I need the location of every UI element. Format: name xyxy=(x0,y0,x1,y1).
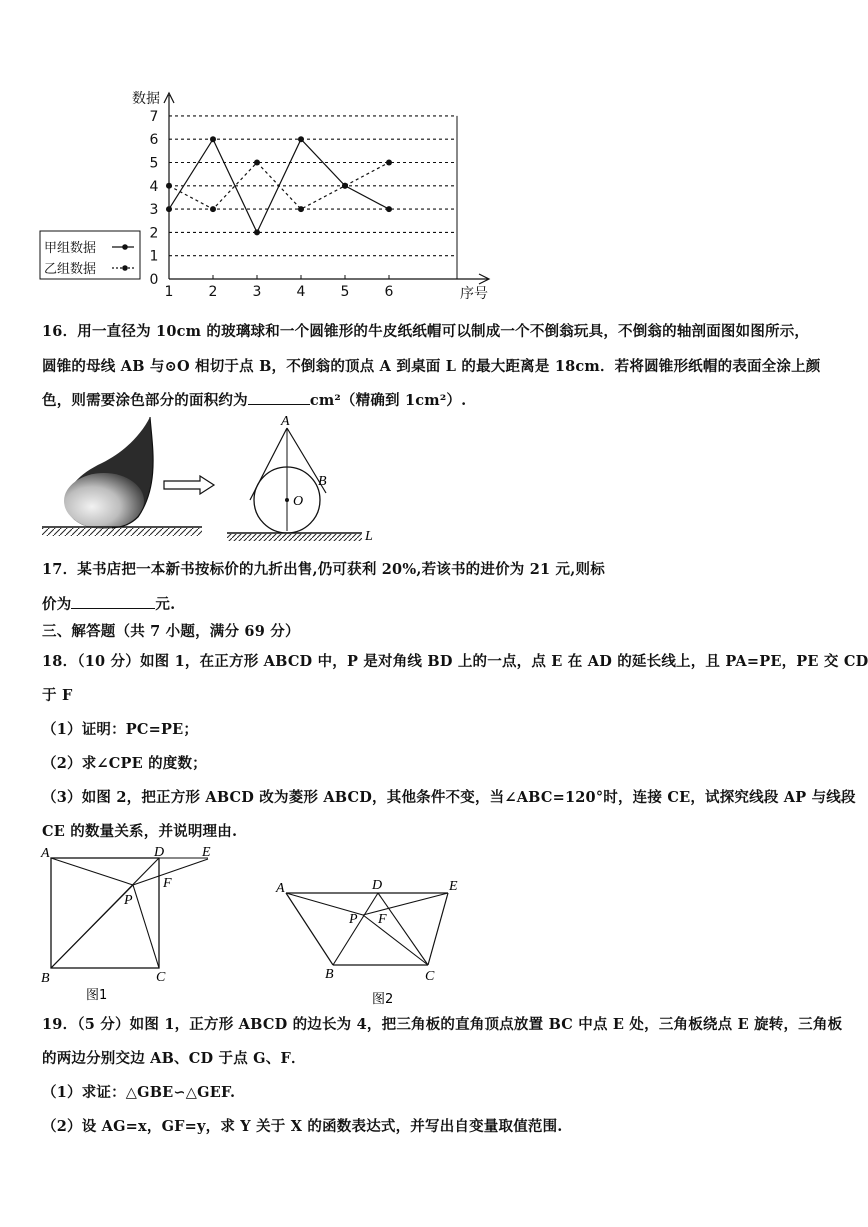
q16-line3-pre: 色，则需要涂色部分的面积约为 xyxy=(42,392,248,409)
fig1-label-A: A xyxy=(41,846,50,861)
fig2-label-E: E xyxy=(449,879,458,894)
q16-line2: 圆锥的母线 AB 与⊙O 相切于点 B，不倒翁的顶点 A 到桌面 L 的最大距离是 18cm．若将圆锥形纸帽的表面全涂上颜 xyxy=(42,358,821,375)
legend-label: 乙组数据 xyxy=(44,262,97,277)
x-tick-label: 2 xyxy=(208,284,218,300)
fig1-label-C: C xyxy=(156,970,166,985)
data-point-series-2 xyxy=(210,206,216,212)
data-point-series-2 xyxy=(342,183,348,189)
q16-line3 xyxy=(42,389,466,410)
q17-line2-pre: 价为 xyxy=(42,596,72,613)
legend-marker xyxy=(122,244,128,250)
data-point-series-1 xyxy=(386,206,392,212)
q18-part3b: CE 的数量关系，并说明理由. xyxy=(42,823,238,840)
fig2-label-F: F xyxy=(378,912,387,927)
line-chart xyxy=(30,85,500,305)
figure-2-rhombus xyxy=(268,870,468,1008)
q19-line1: 19．（5 分）如图 1，正方形 ABCD 的边长为 4，把三角板的直角顶点放置 BC 中点 E 处，三角板绕点 E 旋转，三角板 xyxy=(42,1016,843,1033)
q19-line2: 的两边分别交边 AB、CD 于点 G、F． xyxy=(42,1050,306,1067)
q18-part2: （2）求∠CPE 的度数； xyxy=(42,755,207,772)
fig2-label-B: B xyxy=(325,967,334,982)
y-tick-label: 5 xyxy=(149,155,159,172)
legend-label: 甲组数据 xyxy=(44,241,97,256)
q17-line2 xyxy=(42,593,175,614)
fig2-label-D: D xyxy=(372,878,383,893)
fig2-label-C: C xyxy=(425,969,435,984)
q16-line3-post: cm²（精确到 1cm²）. xyxy=(309,392,467,409)
x-tick-label: 4 xyxy=(296,284,306,300)
tumbler-cross-section xyxy=(222,413,382,548)
fig1-label-P: P xyxy=(124,893,133,908)
data-point-series-1 xyxy=(298,136,304,142)
chart-axes xyxy=(132,90,489,302)
q18-line1: 18．（10 分）如图 1，在正方形 ABCD 中，P 是对角线 BD 上的一点，点 E 在 AD 的延长线上，且 PA=PE，PE 交 CD xyxy=(42,653,868,670)
fig2-label-A: A xyxy=(276,881,285,896)
x-tick-label: 3 xyxy=(252,284,262,300)
y-tick-label: 1 xyxy=(149,248,159,265)
data-point-series-2 xyxy=(386,160,392,166)
x-tick-label: 6 xyxy=(384,284,394,300)
fig1-label-D: D xyxy=(154,845,165,860)
chart-legend xyxy=(40,231,140,279)
data-point-series-2 xyxy=(254,160,260,166)
q17-line2-post: 元. xyxy=(155,596,176,613)
label-L: L xyxy=(365,529,373,544)
q19-part2: （2）设 AG=x，GF=y，求 Y 关于 X 的函数表达式，并写出自变量取值范围. xyxy=(42,1118,563,1135)
label-A: A xyxy=(281,414,290,429)
data-point-series-1 xyxy=(210,136,216,142)
data-point-series-1 xyxy=(254,229,260,235)
q18-line2: 于 F xyxy=(42,687,73,704)
x-tick-label: 1 xyxy=(164,284,174,300)
fig2-caption: 图2 xyxy=(372,992,394,1007)
y-tick-label: 3 xyxy=(149,202,159,219)
y-axis-label: 数据 xyxy=(132,91,160,107)
y-tick-label: 4 xyxy=(149,178,159,195)
answer-blank-16[interactable] xyxy=(248,390,310,405)
q17-line1: 17．某书店把一本新书按标价的九折出售,仍可获利 20%,若该书的进价为 21 元,则标 xyxy=(42,561,605,578)
y-tick-label: 0 xyxy=(149,272,159,288)
q16-line1: 16．用一直径为 10cm 的玻璃球和一个圆锥形的牛皮纸纸帽可以制成一个不倒翁玩具，不倒翁的轴剖面图如图所示， xyxy=(42,323,810,340)
data-point-series-1 xyxy=(166,206,172,212)
data-point-series-2 xyxy=(298,206,304,212)
label-B: B xyxy=(318,474,327,489)
fig2-label-P: P xyxy=(349,912,358,927)
q19-part1: （1）求证：△GBE∽△GEF. xyxy=(42,1084,236,1101)
y-tick-label: 7 xyxy=(149,108,159,125)
fig1-label-F: F xyxy=(163,876,172,891)
fig1-caption: 图1 xyxy=(86,988,108,1003)
fig1-label-B: B xyxy=(41,971,50,986)
arrow-icon xyxy=(162,475,216,495)
answer-blank-17[interactable] xyxy=(71,594,155,609)
q18-part1: （1）证明：PC=PE； xyxy=(42,721,199,738)
figure-1-square xyxy=(36,842,226,1004)
q18-part3a: （3）如图 2，把正方形 ABCD 改为菱形 ABCD，其他条件不变，当∠ABC=120°时，连接 CE，试探究线段 AP 与线段 xyxy=(42,789,856,806)
data-point-series-2 xyxy=(166,183,172,189)
y-tick-label: 2 xyxy=(149,225,159,242)
x-tick-label: 5 xyxy=(340,284,350,300)
fig1-label-E: E xyxy=(202,845,211,860)
section-3-header: 三、解答题（共 7 小题，满分 69 分） xyxy=(42,623,300,640)
y-tick-label: 6 xyxy=(149,132,159,149)
legend-marker xyxy=(122,265,128,271)
x-axis-label: 序号 xyxy=(460,286,488,302)
label-O: O xyxy=(293,494,304,509)
